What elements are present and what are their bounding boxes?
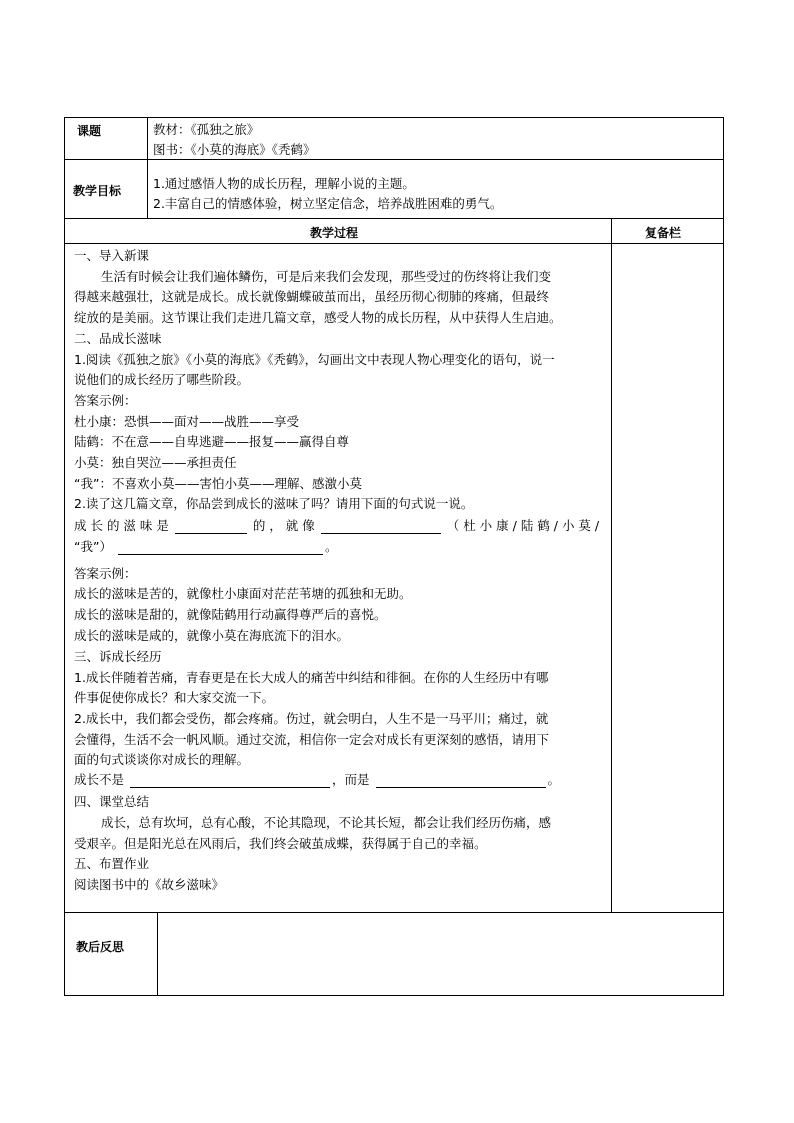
blank-field[interactable] [321, 519, 441, 534]
topic-label: 课题 [77, 124, 102, 138]
blank-field[interactable] [118, 540, 323, 555]
section-title: 四、课堂总结 [74, 794, 150, 809]
question-line: 会懂得，生活不会一帆风顺。通过交流，相信你一定会对成长有更深刻的感悟，请用下 [74, 732, 550, 747]
section-title: 一、导入新课 [74, 248, 150, 263]
column-divider [611, 218, 612, 912]
answer-label: 答案示例： [74, 393, 137, 408]
fill-text: （ 杜 小 康 / 陆 鹤 / 小 莫 / [446, 518, 600, 533]
fill-text: 。 [547, 772, 561, 787]
paragraph-line: 得越来越强壮，这就是成长。成长就像蝴蝶破茧而出，虽经历彻心彻肺的疼痛，但最终 [74, 289, 550, 304]
paragraph-line: 生活有时候会让我们遍体鳞伤，可是后来我们会发现，那些受过的伤终将让我们变 [101, 269, 552, 284]
process-label: 教学过程 [310, 226, 359, 240]
paragraph-line: 受艰辛。但是阳光总在风雨后，我们终会破茧成蝶，获得属于自己的幸福。 [74, 836, 487, 851]
fill-sentence-1 [74, 516, 599, 534]
answer-line: 成长的滋味是咸的，就像小莫在海底流下的泪水。 [74, 628, 350, 643]
paragraph-line: 阅读图书中的《故乡滋味》 [74, 877, 225, 892]
row-divider [65, 218, 723, 219]
fill-text: 成长不是 [74, 772, 125, 787]
fill-sentence-2 [74, 770, 560, 788]
fill-text: “我”） [74, 539, 112, 554]
books-text: 图书：《小莫的海底》《秃鹤》 [153, 142, 316, 157]
question-line: 2.成长中，我们都会受伤，都会疼痛。伤过，就会明白，人生不是一马平川；痛过，就 [74, 711, 549, 726]
fill-text: 成 长 的 滋 味 是 [74, 518, 169, 533]
question-line: 1.阅读《孤独之旅》《小莫的海底》《秃鹤》，勾画出文中表现人物心理变化的语句，说一 [74, 352, 555, 367]
reflection-label: 教后反思 [76, 940, 125, 954]
section-title: 五、布置作业 [74, 856, 150, 871]
answer-label: 答案示例： [74, 566, 137, 581]
answer-line: 杜小康：恐惧——面对——战胜——享受 [74, 414, 300, 429]
textbook-text: 教材：《孤独之旅》 [153, 122, 260, 137]
notes-label: 复备栏 [645, 226, 682, 240]
blank-field[interactable] [130, 773, 330, 788]
paragraph-line: 绽放的是美丽。这节课让我们走进几篇文章，感受人物的成长历程，从中获得人生启迪。 [74, 310, 562, 325]
fill-text: ，而是 [332, 772, 370, 787]
reflection-field[interactable] [158, 913, 723, 995]
goal-1: 1.通过感悟人物的成长历程，理解小说的主题。 [153, 176, 415, 191]
blank-field[interactable] [175, 519, 247, 534]
question-line: 1.成长伴随着苦痛，青春更是在长大成人的痛苦中纠结和徘徊。在你的人生经历中有哪 [74, 670, 549, 685]
fill-text: 。 [324, 539, 338, 554]
section-title: 二、品成长滋味 [74, 331, 162, 346]
fill-sentence-1-cont [74, 537, 337, 555]
question-line: 面的句式谈谈你对成长的理解。 [74, 752, 250, 767]
lesson-plan-table [64, 117, 724, 996]
answer-line: 小莫：独自哭泣——承担责任 [74, 455, 237, 470]
question-line: 2.读了这几篇文章，你品尝到成长的滋味了吗？请用下面的句式说一说。 [74, 496, 474, 511]
section-title: 三、诉成长经历 [74, 649, 162, 664]
question-line: 说他们的成长经历了哪些阶段。 [74, 372, 250, 387]
question-line: 件事促使你成长？和大家交流一下。 [74, 690, 275, 705]
row-divider [65, 159, 723, 160]
paragraph-line: 成长，总有坎坷，总有心酸，不论其隐现，不论其长短，都会让我们经历伤痛，感 [101, 815, 552, 830]
answer-line: 成长的滋味是甜的，就像陆鹤用行动赢得尊严后的喜悦。 [74, 607, 387, 622]
row-divider [65, 243, 723, 244]
blank-field[interactable] [376, 773, 546, 788]
answer-line: 成长的滋味是苦的，就像杜小康面对茫茫苇塘的孤独和无助。 [74, 586, 412, 601]
fill-text: 的 ， 就 像 [252, 518, 315, 533]
goals-label: 教学目标 [73, 184, 122, 198]
goal-2: 2.丰富自己的情感体验，树立坚定信念，培养战胜困难的勇气。 [153, 196, 503, 211]
answer-line: “我”：不喜欢小莫——害怕小莫——理解、感激小莫 [74, 476, 362, 491]
column-divider [147, 118, 148, 218]
answer-line: 陆鹤：不在意——自卑逃避——报复——赢得自尊 [74, 434, 350, 449]
